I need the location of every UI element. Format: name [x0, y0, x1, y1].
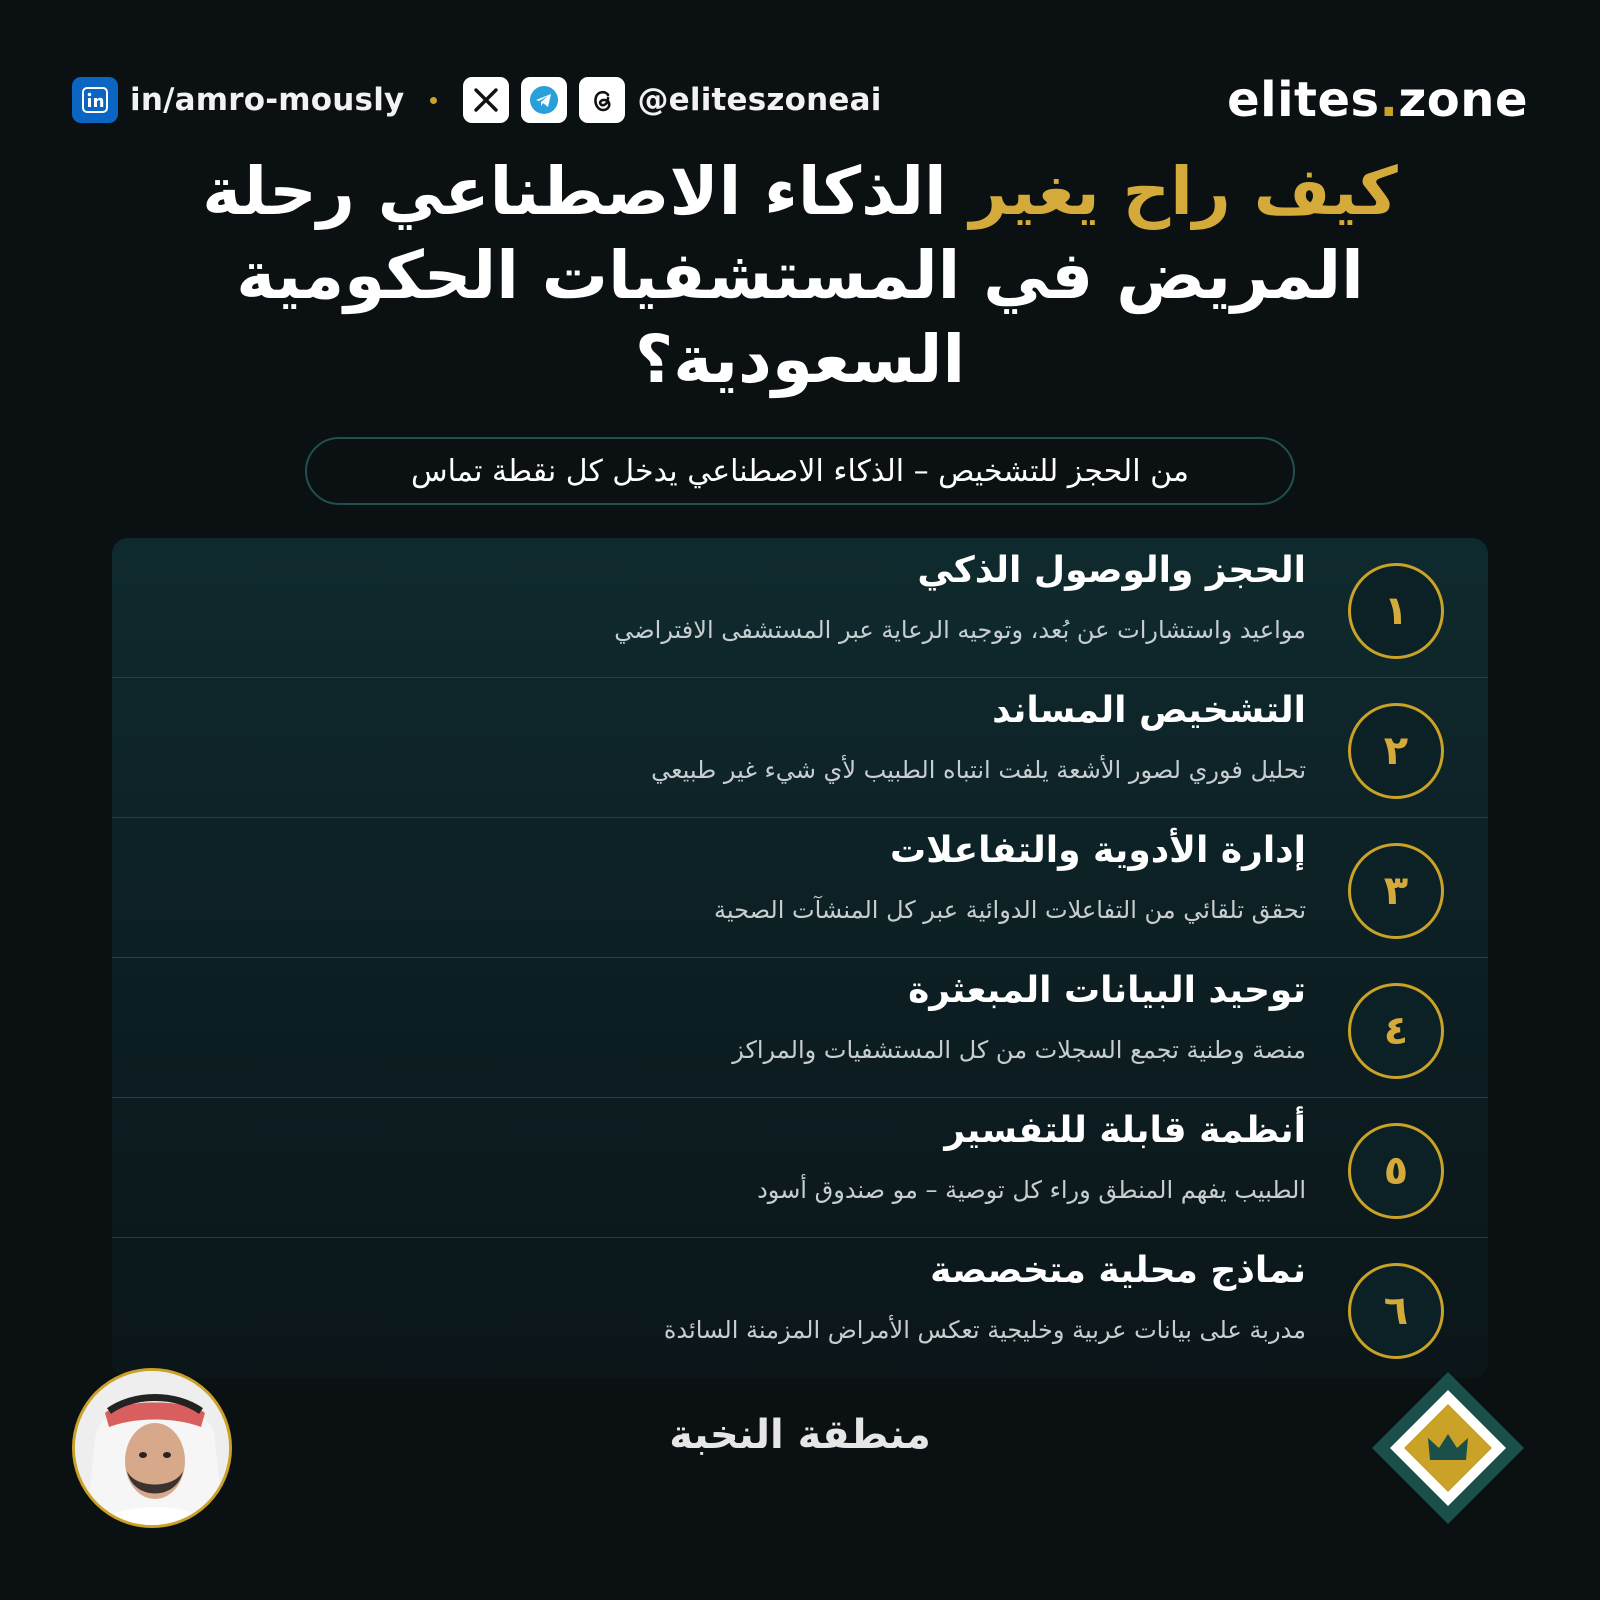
list-item — [112, 818, 1488, 958]
step-description: مواعيد واستشارات عن بُعد، وتوجيه الرعاية عبر المستشفى الافتراضي — [614, 616, 1306, 644]
brand-suffix: zone — [1398, 72, 1528, 128]
brand-dot: . — [1379, 72, 1399, 128]
step-title: توحيد البيانات المبعثرة — [908, 970, 1306, 1011]
step-title: التشخيص المساند — [992, 690, 1306, 731]
title-line-1 — [160, 150, 1440, 234]
page-title — [160, 150, 1440, 402]
step-number-badge: ٣ — [1348, 843, 1444, 939]
linkedin-icon[interactable] — [72, 77, 118, 123]
title-line-3: السعودية؟ — [634, 321, 966, 398]
subtitle-text: من الحجز للتشخيص – الذكاء الاصطناعي يدخل كل نقطة تماس — [411, 453, 1189, 489]
crown-logo-icon — [1368, 1368, 1528, 1528]
step-description: الطبيب يفهم المنطق وراء كل توصية – مو صندوق أسود — [757, 1176, 1306, 1204]
list-item — [112, 1238, 1488, 1378]
brand-main: elites — [1227, 72, 1380, 128]
list-item — [112, 538, 1488, 678]
step-number-badge: ٦ — [1348, 1263, 1444, 1359]
step-number-badge: ١ — [1348, 563, 1444, 659]
step-title: أنظمة قابلة للتفسير — [944, 1110, 1306, 1151]
title-highlight: كيف راح يغير — [969, 153, 1398, 230]
list-item — [112, 1098, 1488, 1238]
step-description: منصة وطنية تجمع السجلات من كل المستشفيات والمراكز — [732, 1036, 1306, 1064]
step-number-badge: ٢ — [1348, 703, 1444, 799]
subtitle-pill — [305, 437, 1295, 505]
avatar — [72, 1368, 232, 1528]
brand-logo-text — [1227, 72, 1528, 128]
step-description: تحليل فوري لصور الأشعة يلفت انتباه الطبيب لأي شيء غير طبيعي — [651, 756, 1306, 784]
list-item — [112, 958, 1488, 1098]
x-icon[interactable] — [463, 77, 509, 123]
linkedin-handle[interactable]: in/amro-mously — [130, 82, 405, 118]
separator-dot — [430, 97, 437, 104]
telegram-icon[interactable] — [521, 77, 567, 123]
step-title: إدارة الأدوية والتفاعلات — [889, 830, 1306, 871]
threads-icon[interactable] — [579, 77, 625, 123]
social-links — [72, 77, 882, 123]
title-line-1-rest: الذكاء الاصطناعي رحلة — [202, 153, 970, 230]
step-title: نماذج محلية متخصصة — [930, 1250, 1306, 1291]
title-line-2: المريض في المستشفيات الحكومية — [236, 237, 1364, 314]
step-number-badge: ٤ — [1348, 983, 1444, 1079]
step-description: تحقق تلقائي من التفاعلات الدوائية عبر كل المنشآت الصحية — [714, 896, 1306, 924]
footer-brand-name: منطقة النخبة — [669, 1412, 931, 1458]
step-title: الحجز والوصول الذكي — [917, 550, 1306, 591]
social-handle[interactable]: @eliteszoneai — [637, 82, 882, 118]
steps-list — [112, 538, 1488, 1378]
list-item — [112, 678, 1488, 818]
top-bar — [72, 72, 1528, 128]
step-number-badge: ٥ — [1348, 1123, 1444, 1219]
step-description: مدربة على بيانات عربية وخليجية تعكس الأمراض المزمنة السائدة — [663, 1316, 1306, 1344]
